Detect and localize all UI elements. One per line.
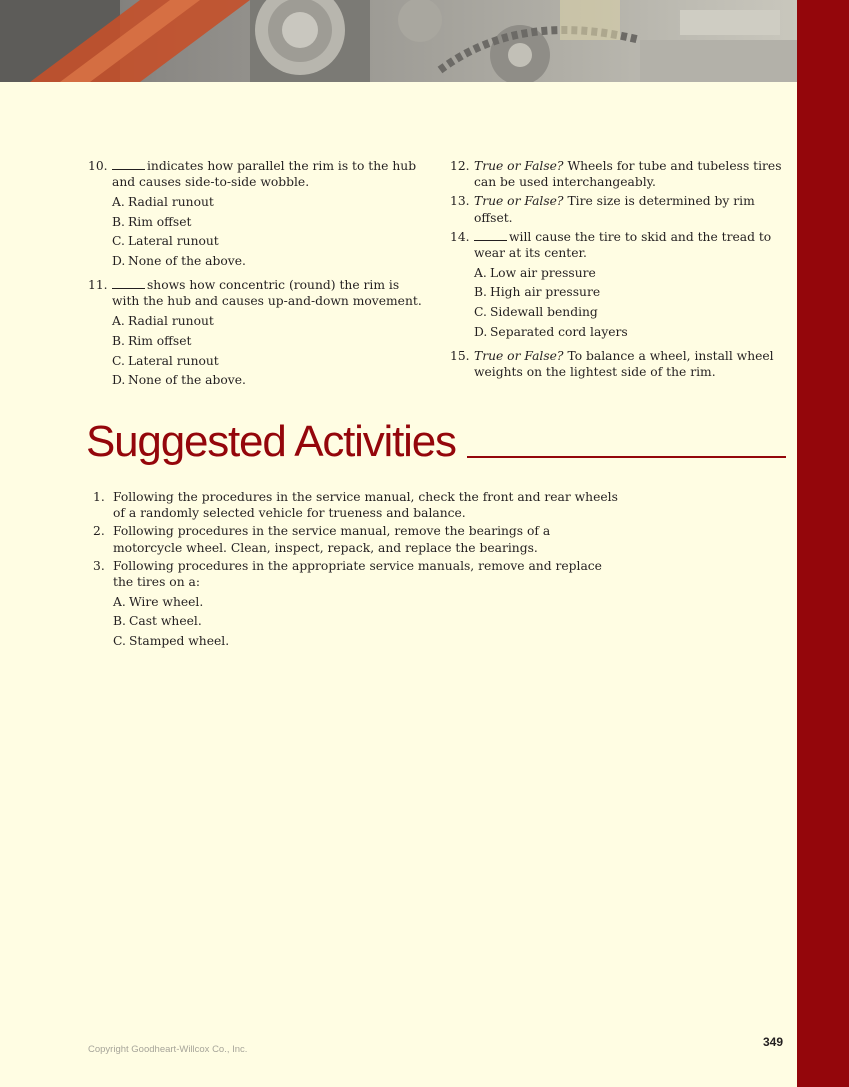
option-d: D. None of the above. <box>112 254 246 269</box>
section-title-rule <box>467 456 786 458</box>
answer-blank <box>112 278 145 289</box>
option-c: C. Lateral runout <box>112 234 219 249</box>
option-a: A. Radial runout <box>112 194 214 209</box>
questions-right-column <box>450 158 790 383</box>
activities-list <box>89 489 619 651</box>
question-13: 13. True or False? Tire size is determined by rim offset. <box>450 194 755 225</box>
section-title: Suggested Activities <box>86 417 456 466</box>
option-c: C. Lateral runout <box>112 353 219 368</box>
option-c: C. Stamped wheel. <box>113 634 230 649</box>
option-b: B. Rim offset <box>112 333 192 348</box>
copyright-notice: Copyright Goodheart-Willcox Co., Inc. <box>88 1044 248 1055</box>
activity-3: 3. Following procedures in the appropriate service manuals, remove and replace the tires on a: A. Wire wheel. B. Cast wheel. C. Stamped wheel. <box>89 558 619 650</box>
question-11 <box>88 277 428 388</box>
question-14: 14. will cause the tire to skid and the tread to wear at its center. A. Low air pressure B. High air pressure C. Sidewall bending D. Separated cord layers <box>450 229 790 340</box>
questions-left-column <box>88 158 428 391</box>
answer-blank <box>474 230 507 241</box>
question-number: 10. <box>88 159 108 173</box>
option-a: A. Radial runout <box>112 314 214 329</box>
question-12: 12. True or False? Wheels for tube and tubeless tires can be used interchangeably. <box>450 159 782 190</box>
option-c: C. Sidewall bending <box>474 305 598 320</box>
activity-2: 2. Following procedures in the service manual, remove the bearings of a motorcycle wheel. Clean, inspect, repack, and replace the bearings. <box>93 524 551 555</box>
option-b: B. High air pressure <box>474 285 601 300</box>
answer-blank <box>112 159 145 170</box>
option-d: D. Separated cord layers <box>474 324 628 339</box>
header-engine-image <box>0 0 797 82</box>
option-b: B. Cast wheel. <box>113 614 202 629</box>
activity-1: 1. Following the procedures in the service manual, check the front and rear wheels of a randomly selected vehicle for trueness and balance. <box>93 490 618 521</box>
page-number: 349 <box>763 1035 784 1049</box>
question-10 <box>88 158 428 269</box>
option-a: A. Wire wheel. <box>113 594 204 609</box>
chapter-side-bar <box>797 0 849 1087</box>
question-text: shows how concentric (round) the rim is with the hub and causes up-and-down movement. <box>112 278 422 309</box>
option-b: B. Rim offset <box>112 214 192 229</box>
question-text: indicates how parallel the rim is to the hub and causes side-to-side wobble. <box>112 159 417 190</box>
option-a: A. Low air pressure <box>474 265 596 280</box>
option-d: D. None of the above. <box>112 373 246 388</box>
engine-illustration <box>0 0 797 82</box>
question-15: 15. True or False? To balance a wheel, install wheel weights on the lightest side of the rim. <box>450 349 774 380</box>
question-number: 11. <box>88 278 108 293</box>
